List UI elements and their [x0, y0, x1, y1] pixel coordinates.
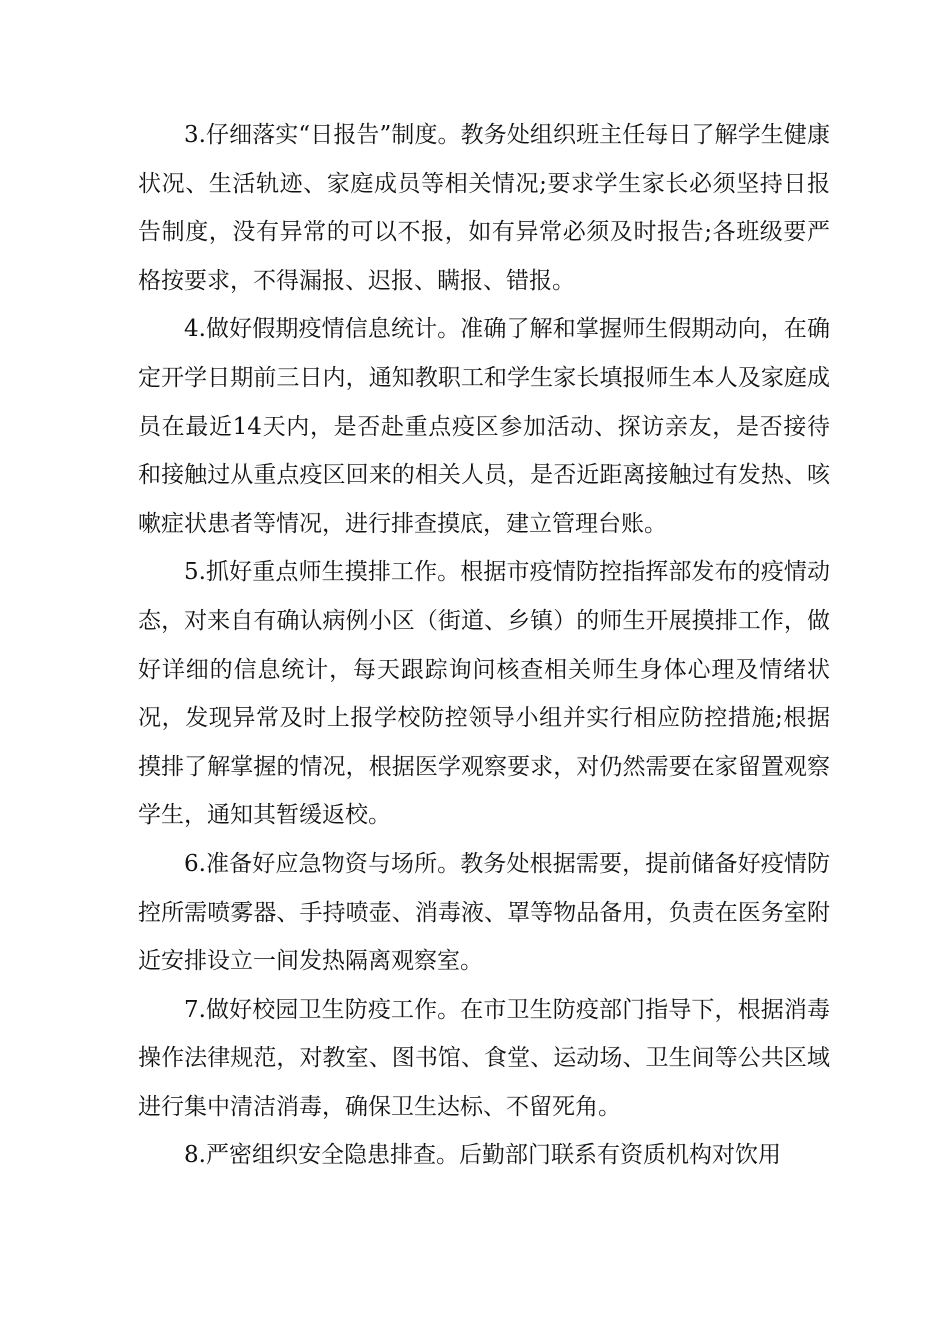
paragraph-item-5: 5.抓好重点师生摸排工作。根据市疫情防控指挥部发布的疫情动态，对来自有确认病例小区（街道、乡镇）的师生开展摸排工作，做好详细的信息统计，每天跟踪询问核查相关师生身体心理及情绪状况，发现异常及时上报学校防控领导小组并实行相应防控措施;根据摸排了解掌握的情况，根据医学观察要求，对仍然需要在家留置观察学生，通知其暂缓返校。 — [138, 559, 830, 829]
paragraph-item-4: 4.做好假期疫情信息统计。准确了解和掌握师生假期动向，在确定开学日期前三日内，通知教职工和学生家长填报师生本人及家庭成员在最近14天内，是否赴重点疫区参加活动、探访亲友，是否接待和接触过从重点疫区回来的相关人员，是否近距离接触过有发热、咳嗽症状患者等情况，进行排查摸底，建立管理台账。 — [138, 316, 830, 537]
paragraph-item-3: 3.仔细落实“日报告”制度。教务处组织班主任每日了解学生健康状况、生活轨迹、家庭成员等相关情况;要求学生家长必须坚持日报告制度，没有异常的可以不报，如有异常必须及时报告;各班级要严格按要求，不得漏报、迟报、瞒报、错报。 — [138, 122, 830, 294]
paragraph-item-6: 6.准备好应急物资与场所。教务处根据需要，提前储备好疫情防控所需喷雾器、手持喷壶、消毒液、罩等物品备用，负责在医务室附近安排设立一间发热隔离观察室。 — [138, 850, 830, 975]
paragraph-item-8: 8.严密组织安全隐患排查。后勤部门联系有资质机构对饮用 — [184, 1142, 781, 1169]
paragraph-item-7: 7.做好校园卫生防疫工作。在市卫生防疫部门指导下，根据消毒操作法律规范，对教室、图书馆、食堂、运动场、卫生间等公共区域进行集中清洁消毒，确保卫生达标、不留死角。 — [138, 996, 830, 1120]
document-body — [138, 111, 830, 1180]
